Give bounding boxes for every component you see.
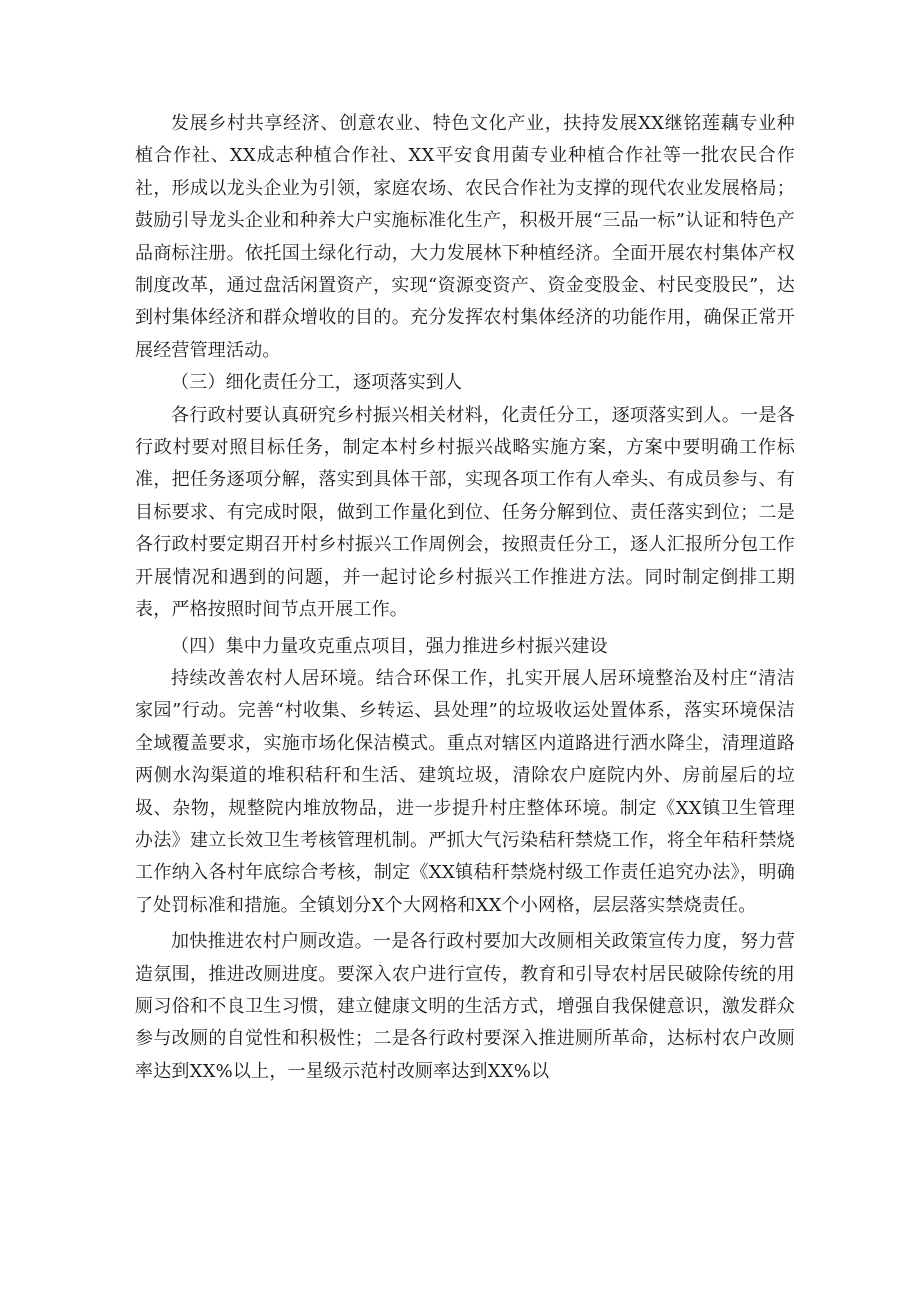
paragraph-living-environment: 持续改善农村人居环境。结合环保工作，扎实开展人居环境整治及村庄“清洁家园”行动。完善“村收集、乡转运、县处理”的垃圾收运处置体系，落实环境保洁全域覆盖要求，实施市场化保洁模式。重点对辖区内道路进行洒水降尘，清理道路两侧水沟渠道的堆积秸秆和生活、建筑垃圾，清除农户庭院内外、房前屋后的垃圾、杂物，规整院内堆放物品，进一步提升村庄整体环境。制定《XX镇卫生管理办法》建立长效卫生考核管理机制。严抓大气污染秸秆禁烧工作，将全年秸秆禁烧工作纳入各村年底综合考核，制定《XX镇秸秆禁烧村级工作责任追究办法》，明确了处罚标准和措施。全镇划分X个大网格和XX个小网格，层层落实禁烧责任。	[135, 667, 795, 916]
paragraph-industry-development: 发展乡村共享经济、创意农业、特色文化产业，扶持发展XX继铭莲藕专业种植合作社、XX成志种植合作社、XX平安食用菌专业种植合作社等一批农民合作社，形成以龙头企业为引领，家庭农场、农民合作社为支撑的现代农业发展格局；鼓励引导龙头企业和种养大户实施标准化生产，积极开展“三品一标”认证和特色产品商标注册。依托国土绿化行动，大力发展林下种植经济。全面开展农村集体产权制度改革，通过盘活闲置资产，实现“资源变资产、资金变股金、村民变股民”，达到村集体经济和群众增收的目的。充分发挥农村集体经济的功能作用，确保正常开展经营管理活动。	[135, 113, 795, 361]
paragraph-responsibility: 各行政村要认真研究乡村振兴相关材料，化责任分工，逐项落实到人。一是各行政村要对照目标任务，制定本村乡村振兴战略实施方案，方案中要明确工作标准，把任务逐项分解，落实到具体干部，实现各项工作有人牵头、有成员参与、有目标要求、有完成时限，做到工作量化到位、任务分解到位、责任落实到位；二是各行政村要定期召开村乡村振兴工作周例会，按照责任分工，逐人汇报所分包工作开展情况和遇到的问题，并一起讨论乡村振兴工作推进方法。同时制定倒排工期表，严格按照时间节点开展工作。	[135, 404, 795, 621]
paragraph-toilet-reform: 加快推进农村户厕改造。一是各行政村要加大改厕相关政策宣传力度，努力营造氛围，推进改厕进度。要深入农户进行宣传，教育和引导农村居民破除传统的用厕习俗和不良卫生习惯，建立健康文明的生活方式，增强自我保健意识，激发群众参与改厕的自觉性和积极性；二是各行政村要深入推进厕所革命，达标村农户改厕率达到XX%以上，一星级示范村改厕率达到XX%以	[135, 931, 795, 1082]
section-heading-3: （三）细化责任分工，逐项落实到人	[171, 372, 463, 394]
document-page	[135, 108, 795, 1088]
section-heading-4: （四）集中力量攻克重点项目，强力推进乡村振兴建设	[171, 635, 608, 657]
